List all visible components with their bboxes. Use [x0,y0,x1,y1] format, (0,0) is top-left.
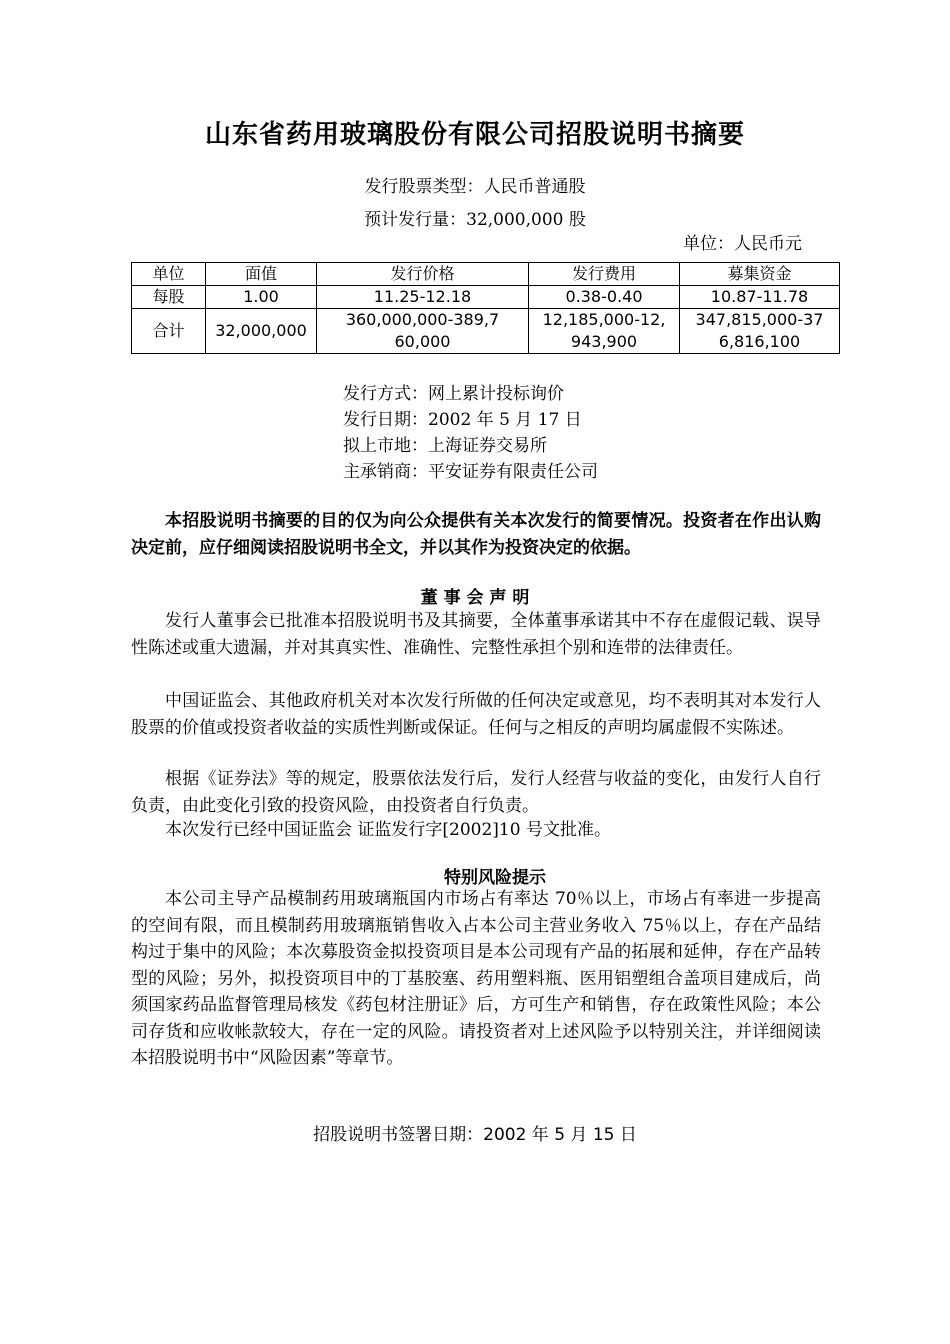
table-cell: 1.00 [206,286,317,309]
table-cell: 347,815,000-376,816,100 [680,309,840,354]
table-header-cell: 单位 [132,263,206,286]
document-title: 山东省药用玻璃股份有限公司招股说明书摘要 [204,120,745,150]
table-cell: 12,185,000-12,943,900 [529,309,680,354]
table-header-cell: 发行价格 [317,263,529,286]
table-cell: 每股 [132,286,206,309]
table-cell: 10.87-11.78 [680,286,840,309]
board-paragraph: 根据《证券法》等的规定，股票依法发行后，发行人经营与收益的变化，由发行人自行负责，由此变化引致的投资风险，由投资者自行负责。 [131,769,821,816]
risk-paragraph: 本公司主导产品模制药用玻璃瓶国内市场占有率达 70％以上，市场占有率进一步提高的空间有限，而且模制药用玻璃瓶销售收入占本公司主营业务收入 75％以上，存在产品结构过于集中的风险；本次募股资金拟投资项目是本公司现有产品的拓展和延伸，存在产品转型的风险；另外，拟投资项目中的丁基胶塞、药用塑料瓶、医用铝塑组合盖项目建成后，尚须国家药品监督管理局核发《药包材注册证》后，方可生产和销售，存在政策性风险；本公司存货和应收帐款较大，存在一定的风险。请投资者对上述风险予以特别关注，并详细阅读本招股说明书中“风险因素”等章节。 [131,889,821,1068]
table-cell: 合计 [132,309,206,354]
table-header-cell: 面值 [206,263,317,286]
table-row [132,286,840,309]
table-cell: 11.25-12.18 [317,286,529,309]
risk-heading: 特别风险提示 [444,868,546,888]
currency-unit: 单位：人民币元 [683,234,802,254]
listing-venue: 拟上市地：上海证券交易所 [343,436,547,456]
table-header-cell: 发行费用 [529,263,680,286]
table-header-row [132,263,840,286]
issue-amount: 预计发行量：32,000,000 股 [364,210,586,230]
sign-date: 招股说明书签署日期：2002 年 5 月 15 日 [313,1125,637,1145]
table-row [132,309,840,354]
approval-note: 本次发行已经中国证监会 证监发行字[2002]10 号文批准。 [165,820,611,840]
board-paragraph: 发行人董事会已批准本招股说明书及其摘要，全体董事承诺其中不存在虚假记载、误导性陈述或重大遗漏，并对其真实性、准确性、完整性承担个别和连带的法律责任。 [131,611,821,658]
stock-type: 发行股票类型：人民币普通股 [364,177,586,197]
board-paragraph: 中国证监会、其他政府机关对本次发行所做的任何决定或意见，均不表明其对本发行人股票的价值或投资者收益的实质性判断或保证。任何与之相反的声明均属虚假不实陈述。 [131,691,821,738]
table-cell: 0.38-0.40 [529,286,680,309]
lead-underwriter: 主承销商：平安证券有限责任公司 [343,462,598,482]
table-cell: 360,000,000-389,760,000 [317,309,529,354]
table-cell: 32,000,000 [206,309,317,354]
intro-paragraph: 本招股说明书摘要的目的仅为向公众提供有关本次发行的简要情况。投资者在作出认购决定前，应仔细阅读招股说明书全文，并以其作为投资决定的依据。 [131,511,821,558]
table-header-cell: 募集资金 [680,263,840,286]
issue-date: 发行日期：2002 年 5 月 17 日 [343,410,582,430]
issue-method: 发行方式：网上累计投标询价 [343,384,564,404]
board-heading: 董 事 会 声 明 [420,588,530,608]
issue-table [131,262,840,354]
